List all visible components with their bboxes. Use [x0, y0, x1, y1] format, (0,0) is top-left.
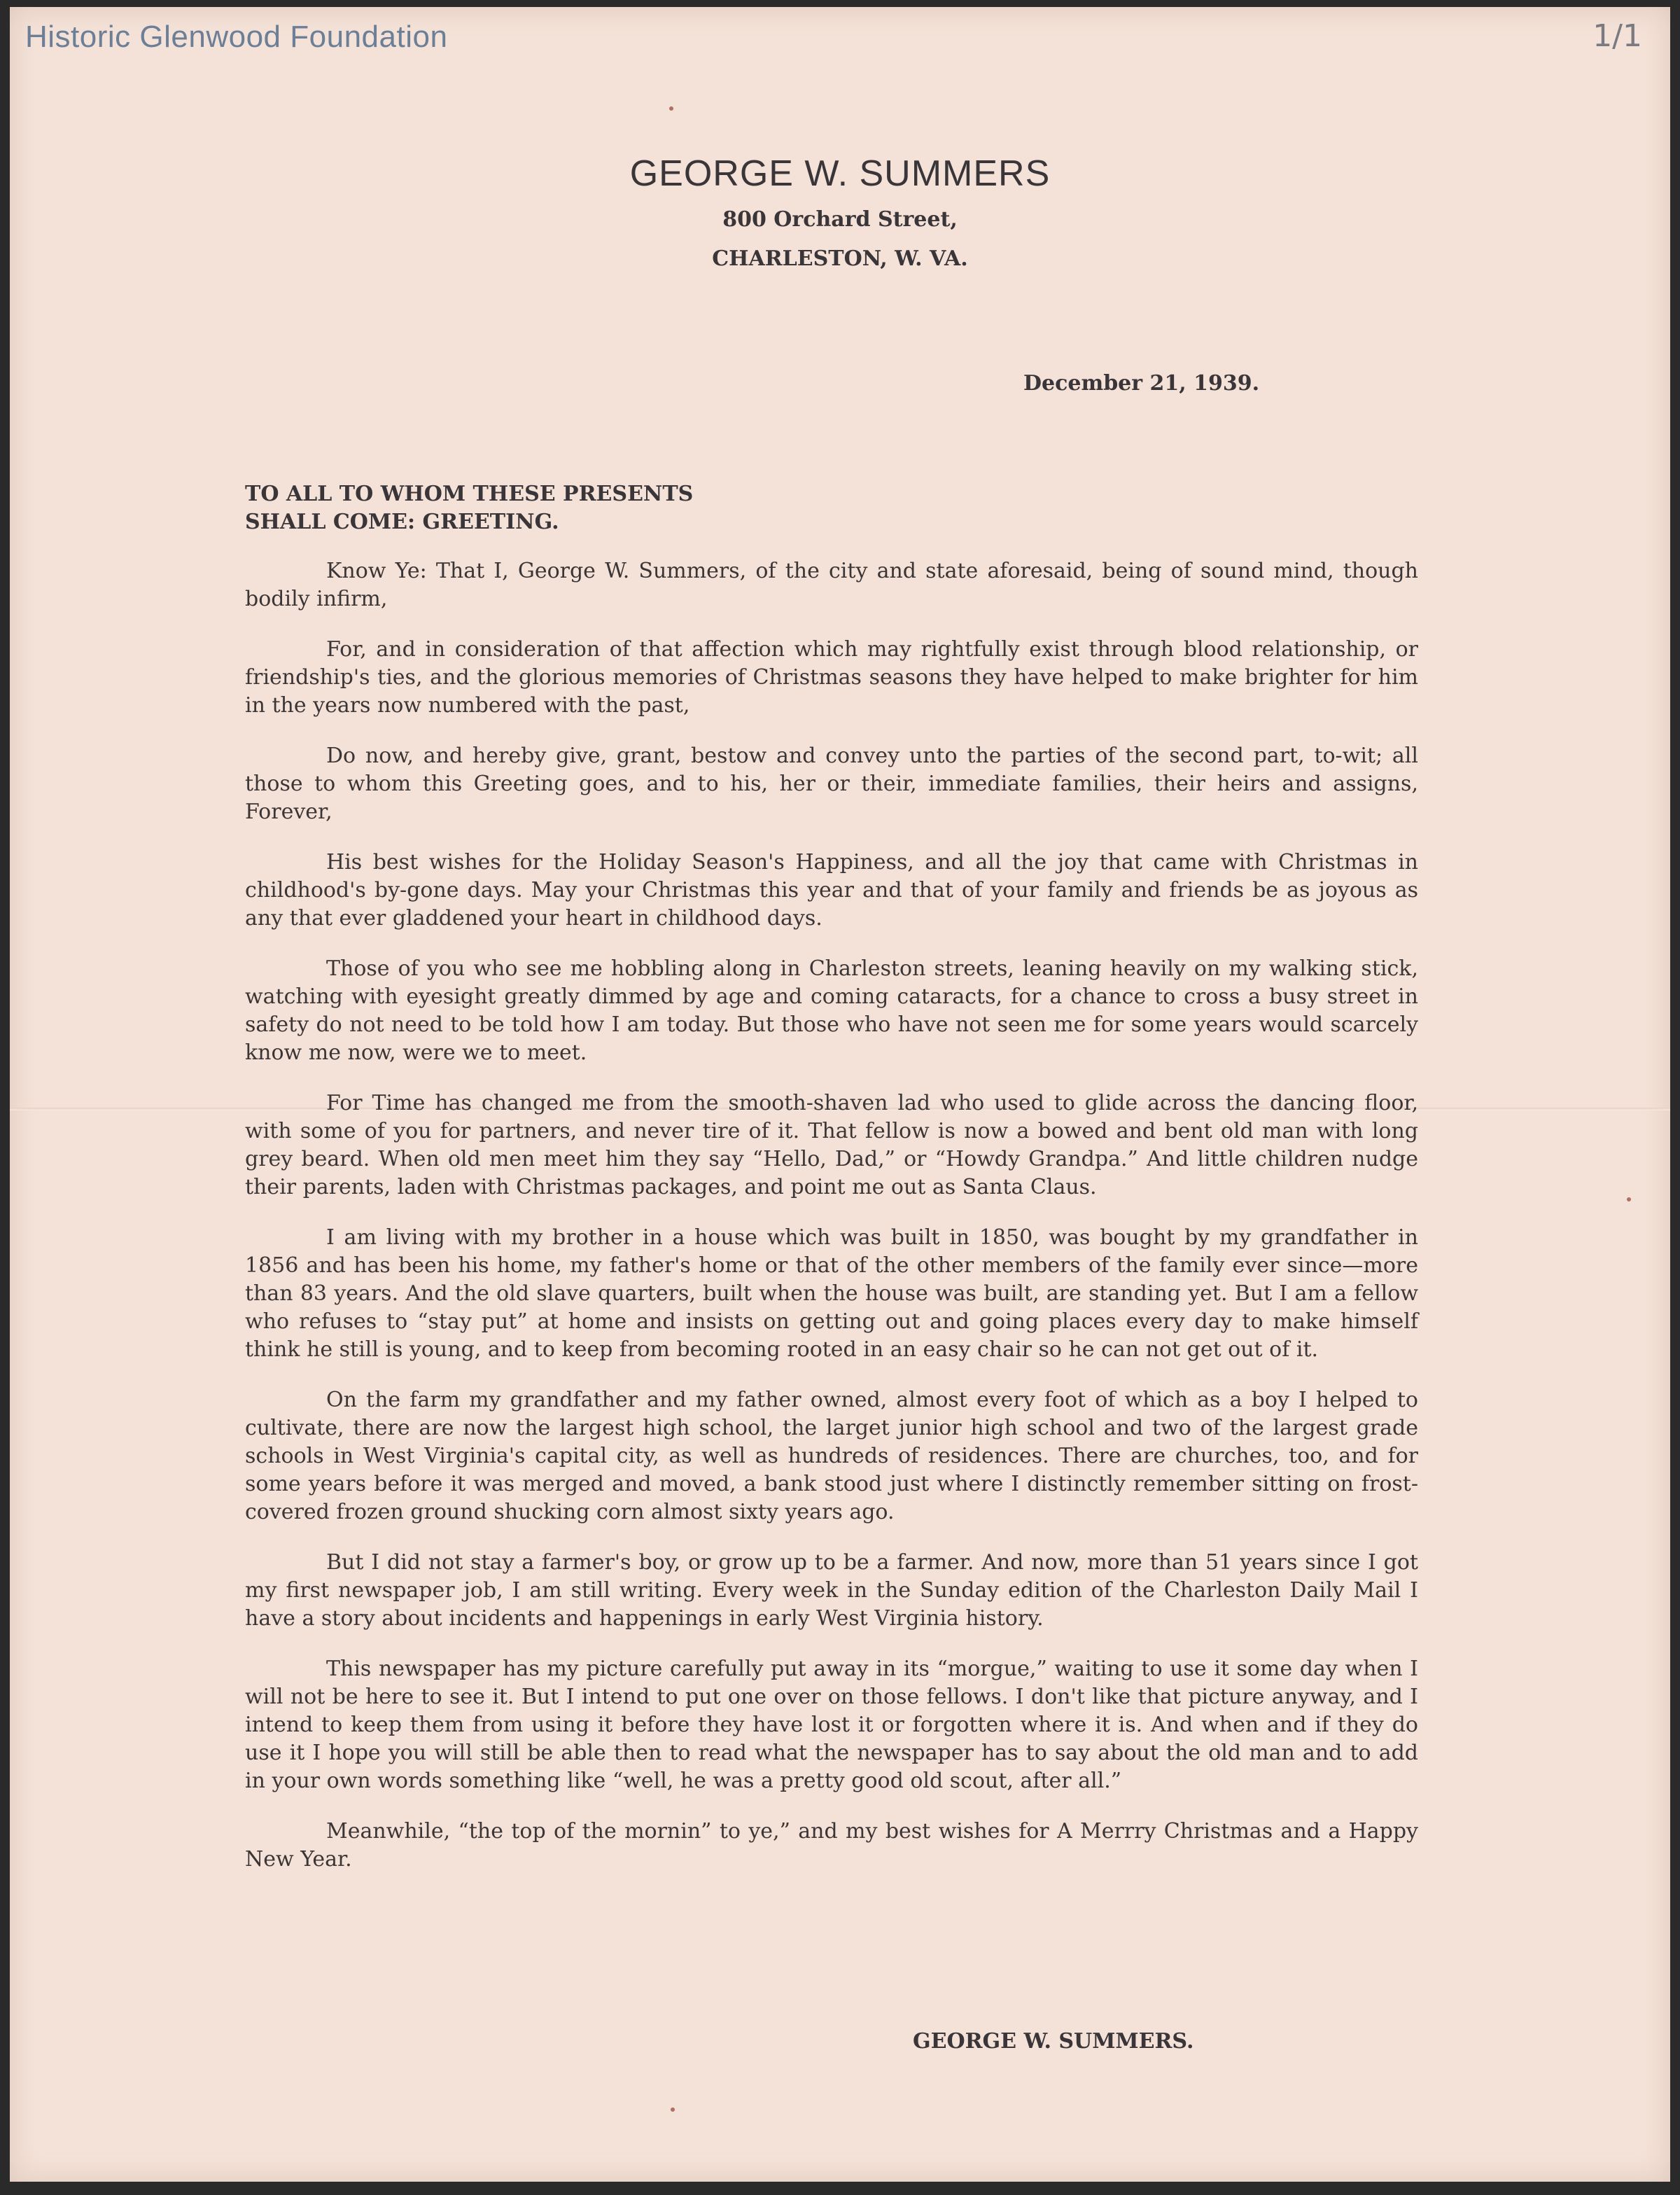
- paragraph: This newspaper has my picture carefully put away in its “morgue,” waiting to use it some day when I will not be here to see it. But I intend to put one over on those fellows. I don't like that picture anyway, and I intend to keep them from using it before they have lost it or forgotten where it is. And when and if they do use it I hope you will still be able then to read what the newspaper has to say about the old man and to add in your own words something like “well, he was a pretty good old scout, after all.”: [245, 1657, 1418, 1793]
- letter-sheet: [10, 7, 1670, 2182]
- archive-watermark: Historic Glenwood Foundation: [25, 20, 448, 54]
- letterhead-city: CHARLESTON, W. VA.: [712, 246, 968, 271]
- page-number-mark: 1/1: [1592, 18, 1642, 54]
- salutation-line: SHALL COME: GREETING.: [245, 510, 559, 534]
- paragraph: For, and in consideration of that affection which may rightfully exist through blood relationship, or friendship's ties, and the glorious memories of Christmas seasons they have helped to make brighter for him in the years now numbered with the past,: [245, 637, 1418, 718]
- salutation-line: TO ALL TO WHOM THESE PRESENTS: [245, 482, 694, 506]
- letterhead-street: 800 Orchard Street,: [722, 207, 958, 232]
- letter-date: December 21, 1939.: [1023, 371, 1260, 396]
- paper-speck: [669, 106, 673, 111]
- letterhead-name: GEORGE W. SUMMERS: [629, 153, 1051, 194]
- paragraph: Know Ye: That I, George W. Summers, of the city and state aforesaid, being of sound mind, though bodily infirm,: [245, 559, 1418, 611]
- paper-speck: [671, 2107, 675, 2112]
- letter-body: [245, 557, 1418, 1896]
- paragraph: But I did not stay a farmer's boy, or grow up to be a farmer. And now, more than 51 years since I got my first newspaper job, I am still writing. Every week in the Sunday edition of the Charleston Daily Mail I have a story about incidents and happenings in early West Virginia history.: [245, 1550, 1418, 1631]
- paragraph: His best wishes for the Holiday Season's Happiness, and all the joy that came with Christmas in childhood's by-gone days. May your Christmas this year and that of your family and friends be as joyous as any that ever gladdened your heart in childhood days.: [245, 850, 1418, 931]
- paragraph: On the farm my grandfather and my father owned, almost every foot of which as a boy I helped to cultivate, there are now the largest high school, the larget junior high school and two of the largest grade schools in West Virginia's capital city, as well as hundreds of residences. There are churches, too, and for some years before it was merged and moved, a bank stood just where I distinctly remember sitting on frost-covered frozen ground shucking corn almost sixty years ago.: [245, 1388, 1418, 1524]
- signature: GEORGE W. SUMMERS.: [913, 2029, 1194, 2054]
- paragraph: Meanwhile, “the top of the mornin” to ye,” and my best wishes for A Merrry Christmas and a Happy New Year.: [245, 1819, 1418, 1872]
- paper-speck: [1627, 1197, 1631, 1201]
- salutation: [245, 480, 693, 536]
- paragraph: Those of you who see me hobbling along in Charleston streets, leaning heavily on my walking stick, watching with eyesight greatly dimmed by age and coming cataracts, for a chance to cross a busy street in safety do not need to be told how I am today. But those who have not seen me for some years would scarcely know me now, were we to meet.: [245, 956, 1418, 1065]
- paragraph: I am living with my brother in a house which was built in 1850, was bought by my grandfather in 1856 and has been his home, my father's home or that of the other members of the family ever since—more than 83 years. And the old slave quarters, built when the house was built, are standing yet. But I am a fellow who refuses to “stay put” at home and insists on getting out and going places every day to make himself think he still is young, and to keep from becoming rooted in an easy chair so he can not get out of it.: [245, 1225, 1418, 1362]
- paragraph: Do now, and hereby give, grant, bestow and convey unto the parties of the second part, to-wit; all those to whom this Greeting goes, and to his, her or their, immediate families, their heirs and assigns, Forever,: [245, 744, 1418, 824]
- paragraph: For Time has changed me from the smooth-shaven lad who used to glide across the dancing floor, with some of you for partners, and never tire of it. That fellow is now a bowed and bent old man with long grey beard. When old men meet him they say “Hello, Dad,” or “Howdy Grandpa.” And little children nudge their parents, laden with Christmas packages, and point me out as Santa Claus.: [245, 1091, 1418, 1199]
